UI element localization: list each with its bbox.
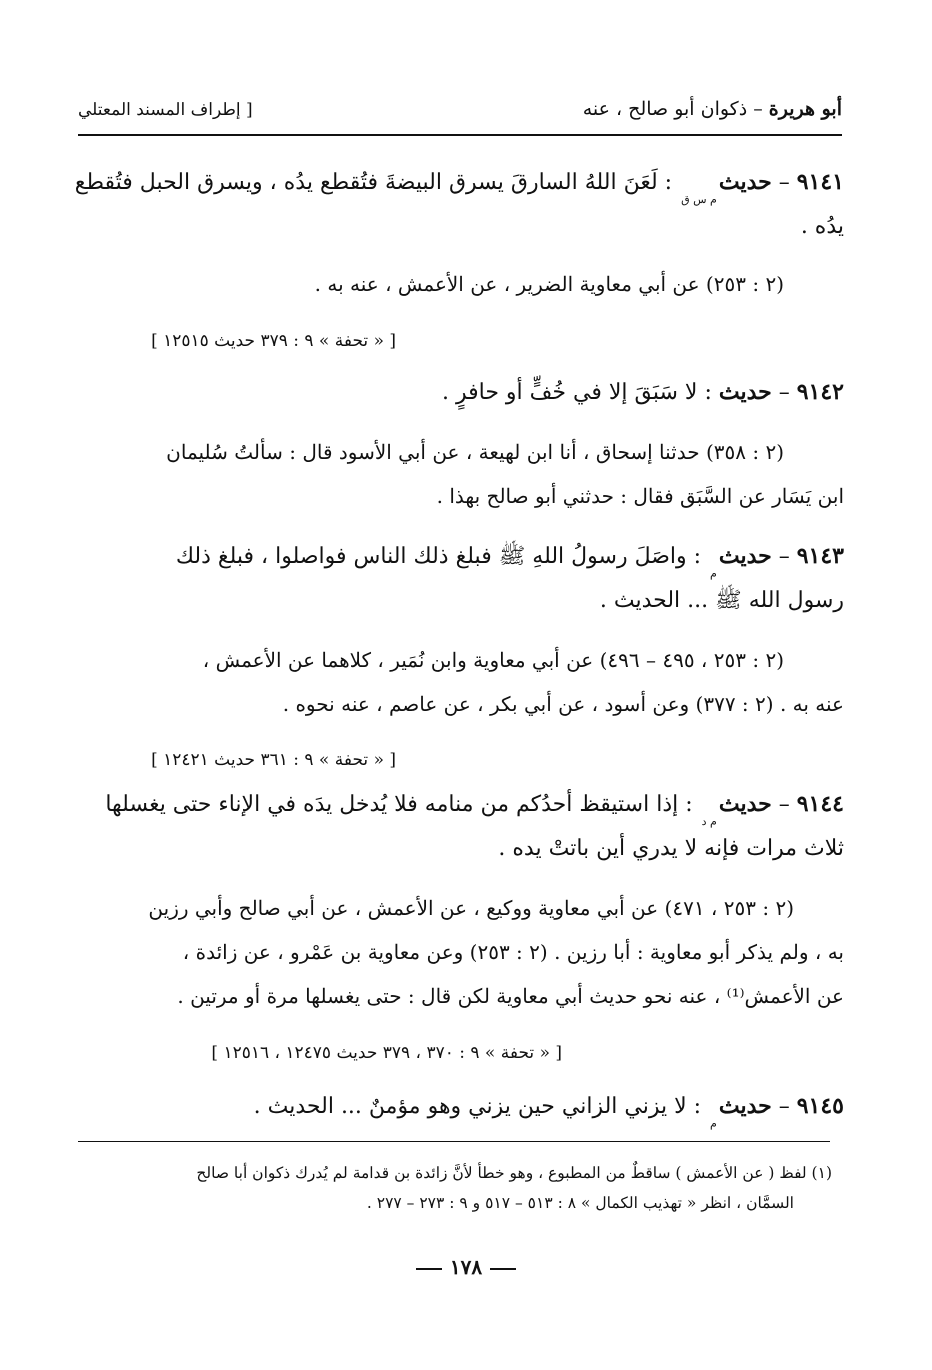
hadith-keyword: حديث xyxy=(718,1093,772,1119)
header-chapter-bold: أبو هريرة xyxy=(768,98,842,120)
page-number xyxy=(0,1255,932,1279)
dash xyxy=(490,1268,516,1270)
dash: – xyxy=(771,792,797,817)
collection-symbol: م xyxy=(710,1117,717,1130)
tuhfa-9141 xyxy=(78,326,844,356)
source-line: (٢ : ٢٥٣ ، ٤٩٥ – ٤٩٦) عن أبي معاوية وابن نُمَير ، كلاهما عن الأعمش ، xyxy=(202,648,784,672)
footnote-line: (١) لفظ ( عن الأعمش ) ساقطٌ من المطبوع ، وهو خطأ لأنَّ زائدة بن قدامة لم يُدرك ذكوان أبا صالح xyxy=(196,1164,832,1182)
tuhfa-reference: [ « تحفة » ٩ : ٣٦١ حديث ١٢٤٢١ ] xyxy=(151,750,396,770)
source-line: عن الأعمش⁽¹⁾ ، عنه نحو حديث أبي معاوية لكن قال : حتى يغسلها مرة أو مرتين . xyxy=(177,984,844,1008)
tuhfa-9144 xyxy=(78,1038,844,1068)
hadith-number: ٩١٤٥ xyxy=(796,1093,844,1119)
hadith-text: : إذا استيقظ أحدُكم من منامه فلا يُدخل يدَه في الإناء حتى يغسلها xyxy=(105,792,700,817)
hadith-keyword: حديث xyxy=(718,379,772,405)
hadith-line: يدُه . xyxy=(800,214,844,239)
collection-symbol: م xyxy=(710,567,717,580)
source-line: به ، ولم يذكر أبو معاوية : أبا رزين . (٢ : ٢٥٣) وعن معاوية بن عَمْرو ، عن زائدة ، xyxy=(182,940,844,964)
hadith-text: : لا سَبَقَ إلا في خُفٍّ أو حافرٍ . xyxy=(441,380,719,405)
source-9142 xyxy=(78,430,844,518)
hadith-line xyxy=(78,1084,844,1129)
dash: – xyxy=(771,544,797,569)
header-book-title: [ إطراف المسند المعتلي xyxy=(78,100,253,120)
hadith-keyword: حديث xyxy=(718,791,772,817)
tuhfa-9143 xyxy=(78,745,844,775)
hadith-line xyxy=(74,160,844,206)
running-header xyxy=(78,96,842,136)
hadith-text: : لا يزني الزاني حين يزني وهو مؤمنٌ ... الحديث . xyxy=(253,1094,709,1119)
dash: – xyxy=(771,170,797,195)
hadith-line: ثلاث مرات فإنه لا يدري أين باتتْ يده . xyxy=(498,836,844,861)
tuhfa-reference: [ « تحفة » ٩ : ٣٧٠ ، ٣٧٩ حديث ١٢٤٧٥ ، ١٢٥١٦ ] xyxy=(211,1043,562,1063)
hadith-text: : واصَلَ رسولُ اللهِ ﷺ فبلغ ذلك الناس فواصلوا ، فبلغ ذلك xyxy=(175,544,709,569)
hadith-number: ٩١٤٤ xyxy=(796,791,844,817)
hadith-text: : لَعَنَ اللهُ السارقَ يسرق البيضةَ فتُقطع يدُه ، ويسرق الحبل فتُقطع xyxy=(74,170,680,195)
hadith-9143 xyxy=(78,534,844,623)
source-9143 xyxy=(78,638,844,726)
hadith-number: ٩١٤٢ xyxy=(796,379,844,405)
dash: – xyxy=(771,380,797,405)
source-line: (٢ : ٢٥٣) عن أبي معاوية الضرير ، عن الأعمش ، عنه به . xyxy=(314,272,784,296)
collection-symbol: م س ق xyxy=(681,193,717,206)
source-line: عنه به . (٢ : ٣٧٧) وعن أسود ، عن أبي بكر ، عن عاصم ، عنه نحوه . xyxy=(282,692,844,716)
dash xyxy=(416,1268,442,1270)
header-chapter-rest: – ذكوان أبو صالح ، عنه xyxy=(582,98,769,120)
hadith-9141 xyxy=(74,160,844,249)
dash: – xyxy=(771,1094,797,1119)
tuhfa-reference: [ « تحفة » ٩ : ٣٧٩ حديث ١٢٥١٥ ] xyxy=(151,331,396,351)
header-chapter xyxy=(583,98,842,120)
footnote-line: السمَّان ، انظر « تهذيب الكمال » ٨ : ٥١٣ – ٥١٧ و ٩ : ٢٧٣ – ٢٧٧ . xyxy=(366,1194,794,1212)
hadith-line xyxy=(78,370,844,415)
source-line: (٢ : ٣٥٨) حدثنا إسحاق ، أنا ابن لهيعة ، عن أبي الأسود قال : سألتُ سُليمان xyxy=(166,440,784,464)
hadith-9144 xyxy=(78,782,844,871)
collection-symbol: م د xyxy=(701,815,717,828)
source-9141 xyxy=(78,262,844,306)
hadith-line: رسول الله ﷺ ... الحديث . xyxy=(599,588,844,613)
footnote-divider xyxy=(78,1141,830,1142)
hadith-keyword: حديث xyxy=(718,169,772,195)
hadith-number: ٩١٤٣ xyxy=(796,543,844,569)
page-number-text: ١٧٨ xyxy=(449,1255,483,1279)
footnote xyxy=(78,1158,832,1218)
hadith-number: ٩١٤١ xyxy=(796,169,844,195)
hadith-keyword: حديث xyxy=(718,543,772,569)
hadith-line xyxy=(78,782,844,827)
hadith-line xyxy=(78,534,844,579)
source-line: (٢ : ٢٥٣ ، ٤٧١) عن أبي معاوية ووكيع ، عن الأعمش ، عن أبي صالح وأبي رزين xyxy=(148,896,794,920)
source-line: ابن يَسَار عن السَّبَق فقال : حدثني أبو صالح بهذا . xyxy=(436,484,844,508)
hadith-9142 xyxy=(78,370,844,415)
source-9144 xyxy=(78,886,844,1018)
hadith-9145 xyxy=(78,1084,844,1129)
